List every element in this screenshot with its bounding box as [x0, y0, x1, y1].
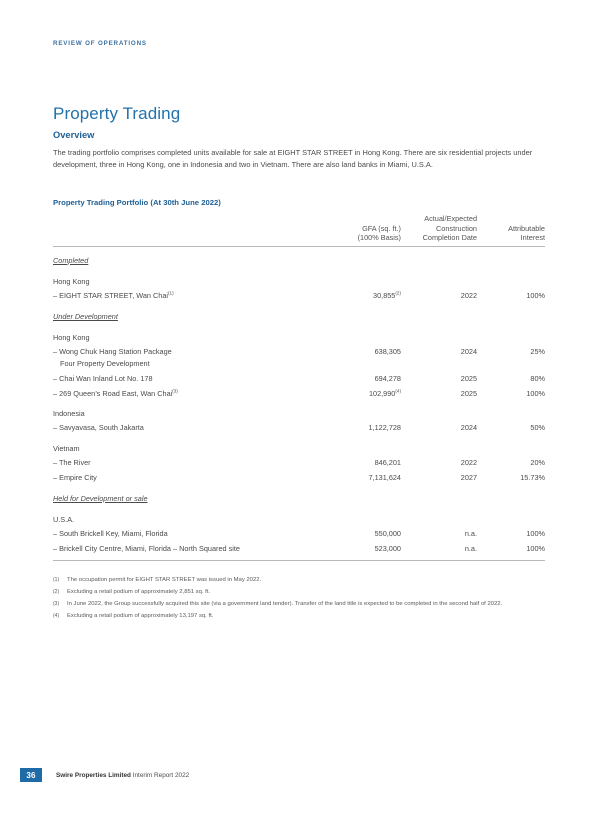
cell-completion-date-text: n.a. — [464, 543, 477, 553]
cell-completion-date-text: 2022 — [460, 457, 477, 467]
table-body — [53, 246, 545, 556]
cell-gfa-text: 7,131,624 — [368, 472, 401, 482]
cell-property-name-text: – EIGHT STAR STREET, Wan Chai — [53, 290, 169, 300]
table-row — [53, 541, 545, 556]
footnote-marker: (2) — [53, 589, 60, 596]
table-head — [53, 214, 545, 246]
cell-attributable-interest — [477, 527, 545, 542]
cell-gfa-footnote-ref: (4) — [395, 388, 401, 394]
country-label: Indonesia — [53, 408, 85, 418]
cell-attributable-interest-text: 100% — [526, 529, 545, 539]
cell-property-name-text: – Chai Wan Inland Lot No. 178 — [53, 373, 153, 383]
table-group-header-row — [53, 303, 545, 325]
cell-completion-date — [401, 470, 477, 485]
table-caption: Property Trading Portfolio (At 30th June 2022) — [53, 198, 221, 207]
cell-attributable-interest-text: 50% — [530, 423, 545, 433]
cell-gfa-text: 30,855 — [373, 290, 396, 300]
table-country-row — [53, 325, 545, 345]
cell-completion-date — [401, 541, 477, 556]
footnote-marker: (3) — [53, 601, 60, 608]
cell-property-name-text: – 269 Queen’s Road East, Wan Chai — [53, 388, 173, 398]
col-header-gfa — [333, 214, 401, 246]
cell-completion-date-text: 2025 — [460, 373, 477, 383]
table-country-row — [53, 507, 545, 527]
footnote-marker: (1) — [53, 577, 60, 584]
cell-gfa — [333, 527, 401, 542]
footnotes-list — [53, 576, 545, 624]
cell-gfa — [333, 421, 401, 436]
country-label: U.S.A. — [53, 514, 75, 524]
page-number-badge: 36 — [20, 768, 42, 782]
page-title: Property Trading — [53, 104, 181, 124]
cell-gfa — [333, 345, 401, 372]
cell-attributable-interest-text: 100% — [526, 290, 545, 300]
col-header-gfa-line2: (100% Basis) — [357, 233, 401, 243]
group-label: Under Development — [53, 312, 118, 322]
cell-attributable-interest — [477, 371, 545, 386]
cell-gfa — [333, 288, 401, 303]
page-footer — [20, 768, 189, 782]
cell-completion-date-text: 2024 — [460, 347, 477, 357]
footer-report-name: Interim Report 2022 — [132, 771, 190, 779]
cell-property-name — [53, 421, 333, 436]
footnote-item — [53, 576, 545, 586]
cell-completion-date-text: n.a. — [464, 529, 477, 539]
table-row — [53, 288, 545, 303]
table-group-header-row — [53, 246, 545, 268]
cell-gfa-text: 846,201 — [374, 457, 401, 467]
cell-gfa-text: 694,278 — [374, 373, 401, 383]
cell-attributable-interest — [477, 386, 545, 401]
cell-gfa-text: 638,305 — [374, 347, 401, 357]
cell-completion-date — [401, 421, 477, 436]
cell-attributable-interest — [477, 541, 545, 556]
cell-property-name-text: – Savyavasa, South Jakarta — [53, 423, 144, 433]
cell-completion-date — [401, 345, 477, 372]
cell-property-name — [53, 345, 333, 372]
footer-company-name: Swire Properties Limited — [56, 771, 131, 779]
cell-attributable-interest — [477, 345, 545, 372]
cell-gfa-footnote-ref: (2) — [395, 290, 401, 296]
cell-attributable-interest-text: 20% — [530, 457, 545, 467]
table-row — [53, 345, 545, 372]
section-heading-overview: Overview — [53, 129, 95, 140]
footnote-item — [53, 588, 545, 598]
cell-property-name-text: – Brickell City Centre, Miami, Florida – North Squared site — [53, 543, 240, 553]
cell-attributable-interest — [477, 421, 545, 436]
footnote-text: The occupation permit for EIGHT STAR STREET was issued in May 2022. — [67, 577, 262, 583]
cell-completion-date — [401, 288, 477, 303]
cell-attributable-interest — [477, 288, 545, 303]
table-row — [53, 386, 545, 401]
footnote-text: Excluding a retail podium of approximately 2,851 sq. ft. — [67, 588, 211, 595]
cell-property-name-line2: Four Property Development — [60, 359, 150, 369]
footer-text — [56, 772, 189, 779]
cell-property-name — [53, 386, 333, 401]
cell-completion-date-text: 2027 — [460, 472, 477, 482]
table-country-row — [53, 269, 545, 289]
cell-property-name-text: – Empire City — [53, 472, 97, 482]
table-row — [53, 527, 545, 542]
footnote-text: In June 2022, the Group successfully acquired this site (via a government land tender). Transfer of the land title is expected to be completed in the second half of 2022. — [67, 600, 503, 607]
cell-property-name — [53, 371, 333, 386]
cell-gfa — [333, 470, 401, 485]
cell-property-name-footnote-ref: (3) — [172, 388, 178, 394]
cell-property-name-text: – Wong Chuk Hang Station Package — [53, 347, 172, 357]
table-country-row — [53, 401, 545, 421]
cell-attributable-interest — [477, 470, 545, 485]
table-row — [53, 371, 545, 386]
cell-property-name-text: – South Brickell Key, Miami, Florida — [53, 529, 168, 539]
col-header-date-line2: Construction — [436, 223, 477, 233]
cell-property-name — [53, 288, 333, 303]
footnote-item — [53, 600, 545, 610]
group-label: Held for Development or sale — [53, 493, 148, 503]
table-group-header-row — [53, 485, 545, 507]
col-header-date-line1: Actual/Expected — [424, 214, 477, 223]
col-header-gfa-line1: GFA (sq. ft.) — [362, 223, 401, 233]
portfolio-table-wrapper — [53, 214, 545, 561]
cell-gfa — [333, 371, 401, 386]
cell-property-name-text: – The River — [53, 457, 91, 467]
table-header-row — [53, 214, 545, 246]
cell-completion-date-text: 2024 — [460, 423, 477, 433]
cell-completion-date — [401, 527, 477, 542]
footnote-text: Excluding a retail podium of approximately 13,197 sq. ft. — [67, 612, 214, 619]
table-row — [53, 421, 545, 436]
table-country-row — [53, 436, 545, 456]
cell-completion-date-text: 2025 — [460, 388, 477, 398]
cell-attributable-interest-text: 100% — [526, 388, 545, 398]
cell-property-name — [53, 527, 333, 542]
cell-property-name — [53, 541, 333, 556]
cell-property-name — [53, 455, 333, 470]
cell-gfa — [333, 455, 401, 470]
country-label: Vietnam — [53, 443, 80, 453]
col-header-name — [53, 214, 333, 246]
cell-attributable-interest-text: 25% — [530, 347, 545, 357]
cell-attributable-interest-text: 100% — [526, 543, 545, 553]
group-label: Completed — [53, 255, 89, 265]
cell-gfa-text: 523,000 — [374, 543, 401, 553]
running-head: REVIEW OF OPERATIONS — [53, 40, 147, 47]
col-header-interest-line1: Attributable — [508, 223, 545, 233]
table-row — [53, 470, 545, 485]
cell-completion-date — [401, 455, 477, 470]
col-header-completion-date — [401, 214, 477, 246]
cell-gfa — [333, 541, 401, 556]
cell-property-name-footnote-ref: (1) — [168, 290, 174, 296]
country-label: Hong Kong — [53, 276, 90, 286]
cell-completion-date-text: 2022 — [460, 290, 477, 300]
cell-completion-date — [401, 386, 477, 401]
property-trading-portfolio-table — [53, 214, 545, 556]
cell-attributable-interest-text: 15.73% — [520, 472, 545, 482]
cell-gfa — [333, 386, 401, 401]
cell-gfa-text: 102,990 — [368, 388, 396, 398]
cell-attributable-interest-text: 80% — [530, 373, 545, 383]
cell-property-name — [53, 470, 333, 485]
col-header-attributable-interest — [477, 214, 545, 246]
country-label: Hong Kong — [53, 332, 90, 342]
intro-paragraph: The trading portfolio comprises completed units available for sale at EIGHT STAR STREET in Hong Kong. There are six residential projects under development, three in Hong Kong, one in Indonesia and two in Vietnam. There are also land banks in Miami, U.S.A. — [53, 148, 533, 170]
col-header-interest-line2: Interest — [520, 233, 545, 243]
cell-attributable-interest — [477, 455, 545, 470]
cell-gfa-text: 550,000 — [374, 529, 401, 539]
table-bottom-rule — [53, 560, 545, 561]
col-header-date-line3: Completion Date — [422, 233, 477, 243]
footnote-item — [53, 612, 545, 622]
cell-completion-date — [401, 371, 477, 386]
table-row — [53, 455, 545, 470]
cell-gfa-text: 1,122,728 — [368, 423, 401, 433]
footnote-marker: (4) — [53, 613, 60, 620]
